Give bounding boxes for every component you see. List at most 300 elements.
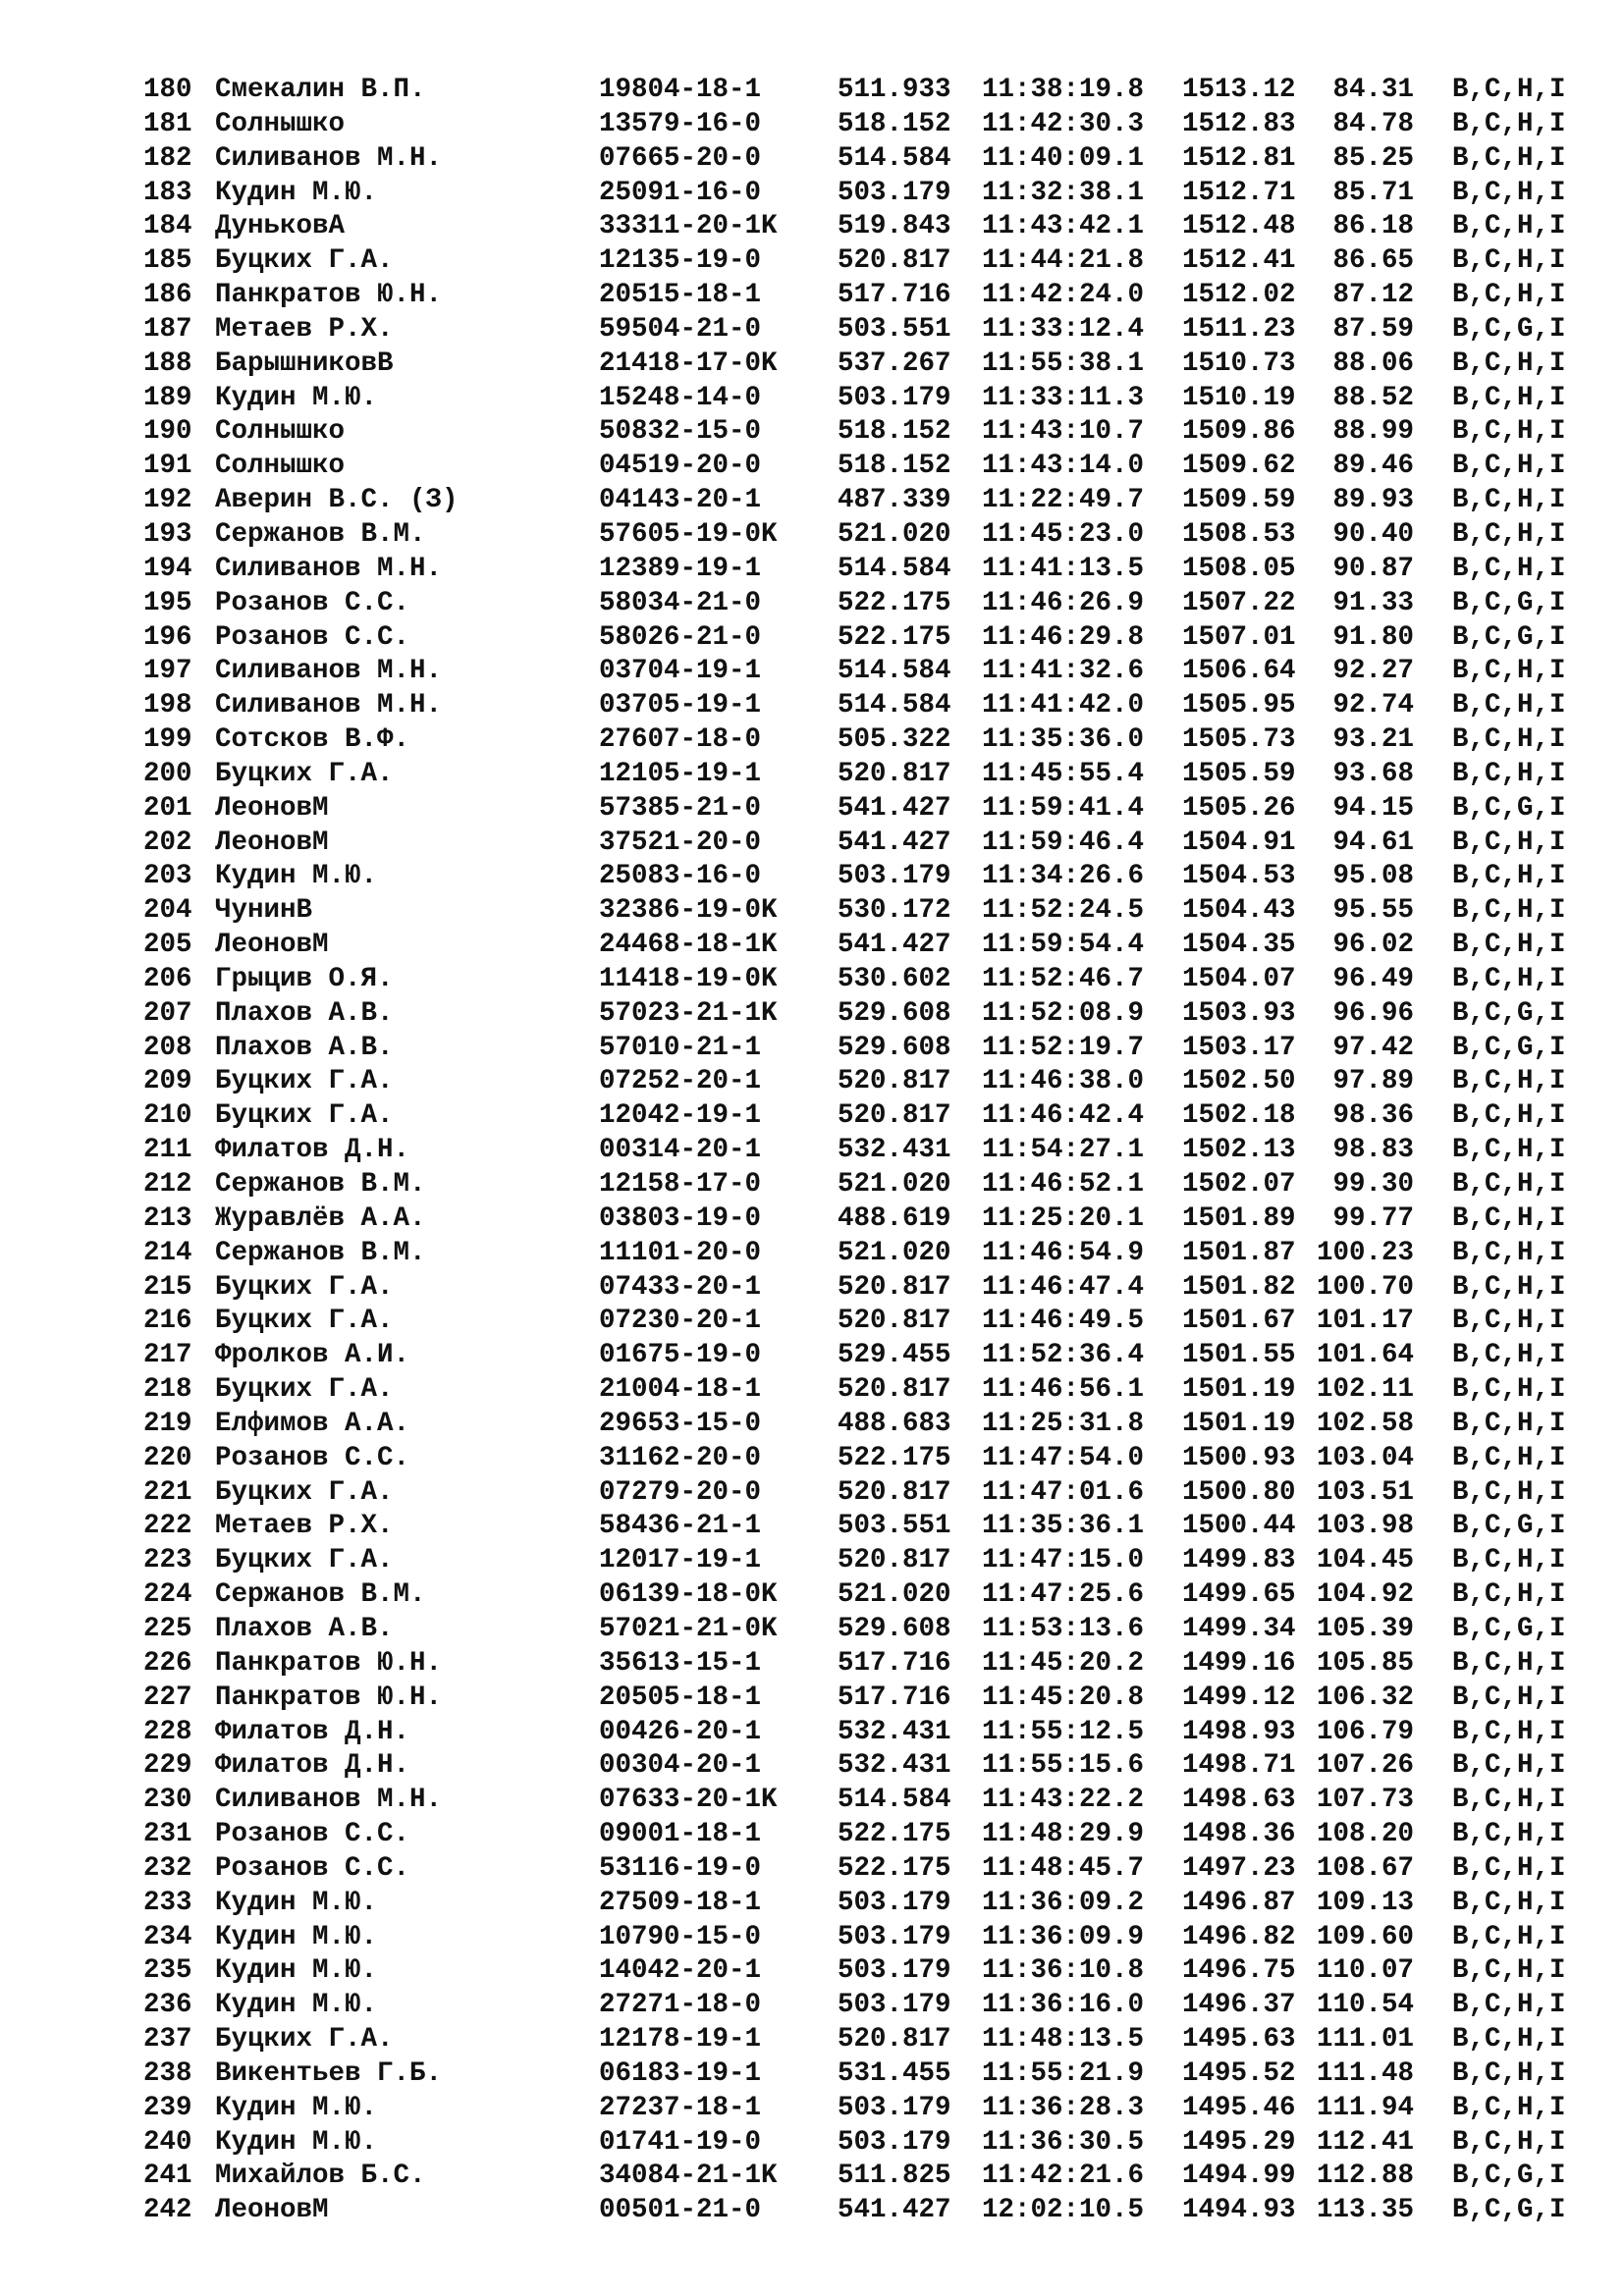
ring-number: 15248-14-0 (599, 382, 762, 413)
speed: 1497.23 (1182, 1852, 1296, 1884)
arrival-time: 11:47:25.6 (982, 1579, 1145, 1611)
table-row (0, 929, 1624, 963)
categories: B,C,G,I (1452, 997, 1566, 1029)
place-number: 197 (143, 656, 192, 687)
table-row (0, 518, 1624, 553)
distance: 503.179 (838, 1955, 951, 1987)
ring-number: 33311-20-1K (599, 211, 778, 242)
ring-number: 34084-21-1K (599, 2161, 778, 2192)
distance: 532.431 (838, 1135, 951, 1166)
ring-number: 58436-21-1 (599, 1511, 762, 1542)
speed: 1507.22 (1182, 587, 1296, 618)
table-row (0, 689, 1624, 723)
place-number: 196 (143, 621, 192, 653)
arrival-time: 12:02:10.5 (982, 2195, 1145, 2226)
categories: B,C,G,I (1452, 1511, 1566, 1542)
fancier-name: Филатов Д.Н. (215, 1716, 410, 1747)
distance: 518.152 (838, 451, 951, 482)
coefficient: 96.96 (1332, 997, 1414, 1029)
categories: B,C,H,I (1452, 1374, 1566, 1406)
table-row (0, 1852, 1624, 1887)
arrival-time: 11:33:12.4 (982, 313, 1145, 345)
ring-number: 57385-21-0 (599, 792, 762, 824)
ring-number: 06139-18-0K (599, 1579, 778, 1611)
speed: 1504.07 (1182, 963, 1296, 994)
categories: B,C,H,I (1452, 827, 1566, 858)
coefficient: 101.17 (1316, 1306, 1414, 1337)
table-row (0, 1818, 1624, 1852)
coefficient: 109.60 (1316, 1921, 1414, 1952)
arrival-time: 11:46:52.1 (982, 1169, 1145, 1200)
categories: B,C,H,I (1452, 1852, 1566, 1884)
place-number: 209 (143, 1066, 192, 1097)
table-row (0, 894, 1624, 929)
coefficient: 90.87 (1332, 553, 1414, 584)
distance: 503.179 (838, 1887, 951, 1918)
speed: 1513.12 (1182, 75, 1296, 105)
ring-number: 06183-19-1 (599, 2057, 762, 2089)
distance: 529.608 (838, 1613, 951, 1644)
ring-number: 31162-20-0 (599, 1442, 762, 1473)
table-row (0, 2023, 1624, 2057)
arrival-time: 11:52:46.7 (982, 963, 1145, 994)
distance: 520.817 (838, 1066, 951, 1097)
table-row (0, 142, 1624, 177)
fancier-name: Буцких Г.А. (215, 1476, 394, 1508)
distance: 503.179 (838, 1990, 951, 2021)
fancier-name: Сотсков В.Ф. (215, 724, 410, 756)
fancier-name: Михайлов Б.С. (215, 2161, 426, 2192)
fancier-name: Розанов С.С. (215, 587, 410, 618)
categories: B,C,H,I (1452, 1887, 1566, 1918)
fancier-name: БарышниковВ (215, 347, 394, 379)
speed: 1510.73 (1182, 347, 1296, 379)
speed: 1508.05 (1182, 553, 1296, 584)
ring-number: 53116-19-0 (599, 1852, 762, 1884)
distance: 503.179 (838, 1921, 951, 1952)
arrival-time: 11:48:29.9 (982, 1819, 1145, 1850)
arrival-time: 11:25:31.8 (982, 1408, 1145, 1439)
coefficient: 94.61 (1332, 827, 1414, 858)
fancier-name: Панкратов Ю.Н. (215, 1647, 443, 1679)
coefficient: 90.40 (1332, 518, 1414, 550)
arrival-time: 11:55:15.6 (982, 1750, 1145, 1782)
fancier-name: Плахов А.В. (215, 1032, 394, 1063)
ring-number: 21004-18-1 (599, 1374, 762, 1406)
arrival-time: 11:36:09.2 (982, 1887, 1145, 1918)
coefficient: 88.52 (1332, 382, 1414, 413)
table-row (0, 655, 1624, 689)
categories: B,C,H,I (1452, 656, 1566, 687)
ring-number: 20505-18-1 (599, 1682, 762, 1713)
speed: 1503.17 (1182, 1032, 1296, 1063)
fancier-name: Буцких Г.А. (215, 1066, 394, 1097)
distance: 503.551 (838, 313, 951, 345)
table-row (0, 450, 1624, 484)
categories: B,C,H,I (1452, 485, 1566, 516)
distance: 541.427 (838, 792, 951, 824)
ring-number: 03704-19-1 (599, 656, 762, 687)
place-number: 240 (143, 2126, 192, 2158)
fancier-name: Филатов Д.Н. (215, 1750, 410, 1782)
distance: 520.817 (838, 1545, 951, 1576)
distance: 488.683 (838, 1408, 951, 1439)
arrival-time: 11:34:26.6 (982, 861, 1145, 892)
categories: B,C,G,I (1452, 792, 1566, 824)
table-row (0, 313, 1624, 347)
place-number: 217 (143, 1340, 192, 1371)
table-row (0, 1271, 1624, 1306)
ring-number: 09001-18-1 (599, 1819, 762, 1850)
distance: 541.427 (838, 827, 951, 858)
distance: 514.584 (838, 142, 951, 174)
ring-number: 25083-16-0 (599, 861, 762, 892)
table-row (0, 2194, 1624, 2228)
ring-number: 57021-21-0K (599, 1613, 778, 1644)
place-number: 181 (143, 108, 192, 139)
ring-number: 21418-17-0K (599, 347, 778, 379)
distance: 521.020 (838, 1579, 951, 1611)
ring-number: 50832-15-0 (599, 416, 762, 448)
distance: 521.020 (838, 1237, 951, 1268)
distance: 503.179 (838, 861, 951, 892)
coefficient: 98.83 (1332, 1135, 1414, 1166)
categories: B,C,G,I (1452, 587, 1566, 618)
place-number: 242 (143, 2195, 192, 2226)
fancier-name: Метаев Р.Х. (215, 313, 394, 345)
arrival-time: 11:59:46.4 (982, 827, 1145, 858)
arrival-time: 11:46:47.4 (982, 1271, 1145, 1303)
place-number: 200 (143, 758, 192, 789)
distance: 537.267 (838, 347, 951, 379)
ring-number: 58034-21-0 (599, 587, 762, 618)
arrival-time: 11:43:42.1 (982, 211, 1145, 242)
categories: B,C,H,I (1452, 1545, 1566, 1576)
arrival-time: 11:40:09.1 (982, 142, 1145, 174)
coefficient: 108.67 (1316, 1852, 1414, 1884)
table-row (0, 1099, 1624, 1134)
speed: 1499.65 (1182, 1579, 1296, 1611)
ring-number: 04143-20-1 (599, 485, 762, 516)
coefficient: 110.54 (1316, 1990, 1414, 2021)
place-number: 195 (143, 587, 192, 618)
fancier-name: Буцких Г.А. (215, 758, 394, 789)
table-row (0, 553, 1624, 587)
categories: B,C,H,I (1452, 142, 1566, 174)
distance: 518.152 (838, 108, 951, 139)
categories: B,C,G,I (1452, 313, 1566, 345)
ring-number: 20515-18-1 (599, 280, 762, 311)
fancier-name: Сержанов В.М. (215, 1579, 426, 1611)
fancier-name: Розанов С.С. (215, 1819, 410, 1850)
speed: 1495.52 (1182, 2057, 1296, 2089)
categories: B,C,H,I (1452, 177, 1566, 208)
coefficient: 95.08 (1332, 861, 1414, 892)
coefficient: 105.85 (1316, 1647, 1414, 1679)
table-row (0, 1613, 1624, 1647)
distance: 517.716 (838, 280, 951, 311)
ring-number: 29653-15-0 (599, 1408, 762, 1439)
arrival-time: 11:48:45.7 (982, 1852, 1145, 1884)
place-number: 193 (143, 518, 192, 550)
fancier-name: Буцких Г.А. (215, 1100, 394, 1132)
fancier-name: Силиванов М.Н. (215, 690, 443, 721)
distance: 529.455 (838, 1340, 951, 1371)
arrival-time: 11:38:19.8 (982, 75, 1145, 105)
arrival-time: 11:47:54.0 (982, 1442, 1145, 1473)
coefficient: 102.11 (1316, 1374, 1414, 1406)
table-row (0, 382, 1624, 416)
place-number: 227 (143, 1682, 192, 1713)
coefficient: 104.45 (1316, 1545, 1414, 1576)
distance: 521.020 (838, 518, 951, 550)
place-number: 207 (143, 997, 192, 1029)
place-number: 212 (143, 1169, 192, 1200)
table-row (0, 108, 1624, 142)
fancier-name: Солнышко (215, 108, 346, 139)
distance: 520.817 (838, 245, 951, 277)
arrival-time: 11:36:09.9 (982, 1921, 1145, 1952)
arrival-time: 11:43:10.7 (982, 416, 1145, 448)
distance: 541.427 (838, 930, 951, 961)
table-row (0, 827, 1624, 861)
arrival-time: 11:43:14.0 (982, 451, 1145, 482)
coefficient: 93.21 (1332, 724, 1414, 756)
fancier-name: Сержанов В.М. (215, 1237, 426, 1268)
table-row (0, 621, 1624, 656)
ring-number: 12017-19-1 (599, 1545, 762, 1576)
ring-number: 07230-20-1 (599, 1306, 762, 1337)
fancier-name: Кудин М.Ю. (215, 382, 378, 413)
speed: 1502.18 (1182, 1100, 1296, 1132)
speed: 1505.59 (1182, 758, 1296, 789)
table-row (0, 723, 1624, 758)
distance: 514.584 (838, 656, 951, 687)
arrival-time: 11:55:38.1 (982, 347, 1145, 379)
place-number: 223 (143, 1545, 192, 1576)
place-number: 220 (143, 1442, 192, 1473)
place-number: 192 (143, 485, 192, 516)
categories: B,C,H,I (1452, 108, 1566, 139)
place-number: 203 (143, 861, 192, 892)
distance: 505.322 (838, 724, 951, 756)
fancier-name: Плахов А.В. (215, 997, 394, 1029)
coefficient: 86.18 (1332, 211, 1414, 242)
arrival-time: 11:41:13.5 (982, 553, 1145, 584)
categories: B,C,H,I (1452, 2024, 1566, 2056)
place-number: 206 (143, 963, 192, 994)
place-number: 214 (143, 1237, 192, 1268)
fancier-name: Буцких Г.А. (215, 1374, 394, 1406)
table-row (0, 758, 1624, 792)
ring-number: 59504-21-0 (599, 313, 762, 345)
categories: B,C,H,I (1452, 690, 1566, 721)
ring-number: 32386-19-0K (599, 895, 778, 927)
fancier-name: Солнышко (215, 451, 346, 482)
distance: 530.172 (838, 895, 951, 927)
coefficient: 98.36 (1332, 1100, 1414, 1132)
arrival-time: 11:42:21.6 (982, 2161, 1145, 2192)
table-row (0, 1339, 1624, 1373)
speed: 1504.35 (1182, 930, 1296, 961)
arrival-time: 11:46:38.0 (982, 1066, 1145, 1097)
arrival-time: 11:43:22.2 (982, 1785, 1145, 1816)
coefficient: 99.77 (1332, 1202, 1414, 1234)
distance: 519.843 (838, 211, 951, 242)
distance: 520.817 (838, 1100, 951, 1132)
distance: 522.175 (838, 1819, 951, 1850)
fancier-name: Сержанов В.М. (215, 518, 426, 550)
categories: B,C,H,I (1452, 245, 1566, 277)
categories: B,C,H,I (1452, 724, 1566, 756)
table-row (0, 244, 1624, 279)
distance: 520.817 (838, 1374, 951, 1406)
fancier-name: Кудин М.Ю. (215, 1887, 378, 1918)
table-row (0, 1716, 1624, 1750)
place-number: 185 (143, 245, 192, 277)
fancier-name: ДуньковА (215, 211, 346, 242)
table-row (0, 1305, 1624, 1339)
ring-number: 00304-20-1 (599, 1750, 762, 1782)
ring-number: 12042-19-1 (599, 1100, 762, 1132)
place-number: 228 (143, 1716, 192, 1747)
coefficient: 88.06 (1332, 347, 1414, 379)
place-number: 211 (143, 1135, 192, 1166)
categories: B,C,H,I (1452, 1169, 1566, 1200)
ring-number: 27271-18-0 (599, 1990, 762, 2021)
arrival-time: 11:45:20.8 (982, 1682, 1145, 1713)
table-row (0, 1544, 1624, 1578)
arrival-time: 11:55:21.9 (982, 2057, 1145, 2089)
arrival-time: 11:41:42.0 (982, 690, 1145, 721)
ring-number: 07433-20-1 (599, 1271, 762, 1303)
speed: 1496.82 (1182, 1921, 1296, 1952)
arrival-time: 11:42:24.0 (982, 280, 1145, 311)
place-number: 233 (143, 1887, 192, 1918)
table-row (0, 2057, 1624, 2092)
fancier-name: Буцких Г.А. (215, 1545, 394, 1576)
categories: B,C,H,I (1452, 2092, 1566, 2123)
place-number: 219 (143, 1408, 192, 1439)
categories: B,C,H,I (1452, 382, 1566, 413)
table-row (0, 587, 1624, 621)
fancier-name: ЛеоновМ (215, 930, 329, 961)
categories: B,C,G,I (1452, 1032, 1566, 1063)
coefficient: 89.93 (1332, 485, 1414, 516)
coefficient: 104.92 (1316, 1579, 1414, 1611)
fancier-name: Смекалин В.П. (215, 75, 426, 105)
place-number: 187 (143, 313, 192, 345)
speed: 1511.23 (1182, 313, 1296, 345)
speed: 1496.75 (1182, 1955, 1296, 1987)
coefficient: 89.46 (1332, 451, 1414, 482)
fancier-name: Панкратов Ю.Н. (215, 1682, 443, 1713)
categories: B,C,H,I (1452, 1271, 1566, 1303)
coefficient: 112.41 (1316, 2126, 1414, 2158)
table-row (0, 1202, 1624, 1237)
speed: 1501.19 (1182, 1408, 1296, 1439)
speed: 1494.93 (1182, 2195, 1296, 2226)
speed: 1501.67 (1182, 1306, 1296, 1337)
categories: B,C,H,I (1452, 1408, 1566, 1439)
distance: 529.608 (838, 1032, 951, 1063)
speed: 1502.50 (1182, 1066, 1296, 1097)
speed: 1501.89 (1182, 1202, 1296, 1234)
place-number: 210 (143, 1100, 192, 1132)
distance: 487.339 (838, 485, 951, 516)
distance: 530.602 (838, 963, 951, 994)
coefficient: 96.02 (1332, 930, 1414, 961)
table-row (0, 860, 1624, 894)
place-number: 213 (143, 1202, 192, 1234)
speed: 1501.55 (1182, 1340, 1296, 1371)
categories: B,C,H,I (1452, 1066, 1566, 1097)
arrival-time: 11:35:36.1 (982, 1511, 1145, 1542)
categories: B,C,H,I (1452, 1237, 1566, 1268)
distance: 503.179 (838, 2092, 951, 2123)
table-row (0, 1578, 1624, 1613)
arrival-time: 11:55:12.5 (982, 1716, 1145, 1747)
fancier-name: Кудин М.Ю. (215, 2092, 378, 2123)
table-row (0, 1373, 1624, 1408)
table-row (0, 279, 1624, 313)
coefficient: 93.68 (1332, 758, 1414, 789)
categories: B,C,H,I (1452, 1716, 1566, 1747)
speed: 1496.87 (1182, 1887, 1296, 1918)
ring-number: 12158-17-0 (599, 1169, 762, 1200)
ring-number: 01675-19-0 (599, 1340, 762, 1371)
fancier-name: Журавлёв А.А. (215, 1202, 426, 1234)
arrival-time: 11:48:13.5 (982, 2024, 1145, 2056)
speed: 1502.13 (1182, 1135, 1296, 1166)
coefficient: 103.04 (1316, 1442, 1414, 1473)
speed: 1503.93 (1182, 997, 1296, 1029)
categories: B,C,H,I (1452, 211, 1566, 242)
table-row (0, 1442, 1624, 1476)
fancier-name: Кудин М.Ю. (215, 2126, 378, 2158)
speed: 1494.99 (1182, 2161, 1296, 2192)
speed: 1499.16 (1182, 1647, 1296, 1679)
coefficient: 103.51 (1316, 1476, 1414, 1508)
categories: B,C,H,I (1452, 1100, 1566, 1132)
arrival-time: 11:59:41.4 (982, 792, 1145, 824)
table-row (0, 347, 1624, 382)
place-number: 215 (143, 1271, 192, 1303)
categories: B,C,H,I (1452, 895, 1566, 927)
categories: B,C,H,I (1452, 1819, 1566, 1850)
speed: 1501.87 (1182, 1237, 1296, 1268)
categories: B,C,H,I (1452, 451, 1566, 482)
distance: 520.817 (838, 758, 951, 789)
results-table (0, 74, 1624, 2228)
table-row (0, 792, 1624, 827)
arrival-time: 11:32:38.1 (982, 177, 1145, 208)
categories: B,C,H,I (1452, 2126, 1566, 2158)
ring-number: 27237-18-1 (599, 2092, 762, 2123)
arrival-time: 11:59:54.4 (982, 930, 1145, 961)
categories: B,C,H,I (1452, 758, 1566, 789)
coefficient: 105.39 (1316, 1613, 1414, 1644)
ring-number: 07665-20-0 (599, 142, 762, 174)
categories: B,C,H,I (1452, 518, 1566, 550)
arrival-time: 11:25:20.1 (982, 1202, 1145, 1234)
speed: 1500.44 (1182, 1511, 1296, 1542)
distance: 522.175 (838, 587, 951, 618)
ring-number: 07252-20-1 (599, 1066, 762, 1097)
speed: 1505.73 (1182, 724, 1296, 756)
distance: 520.817 (838, 1271, 951, 1303)
arrival-time: 11:45:55.4 (982, 758, 1145, 789)
